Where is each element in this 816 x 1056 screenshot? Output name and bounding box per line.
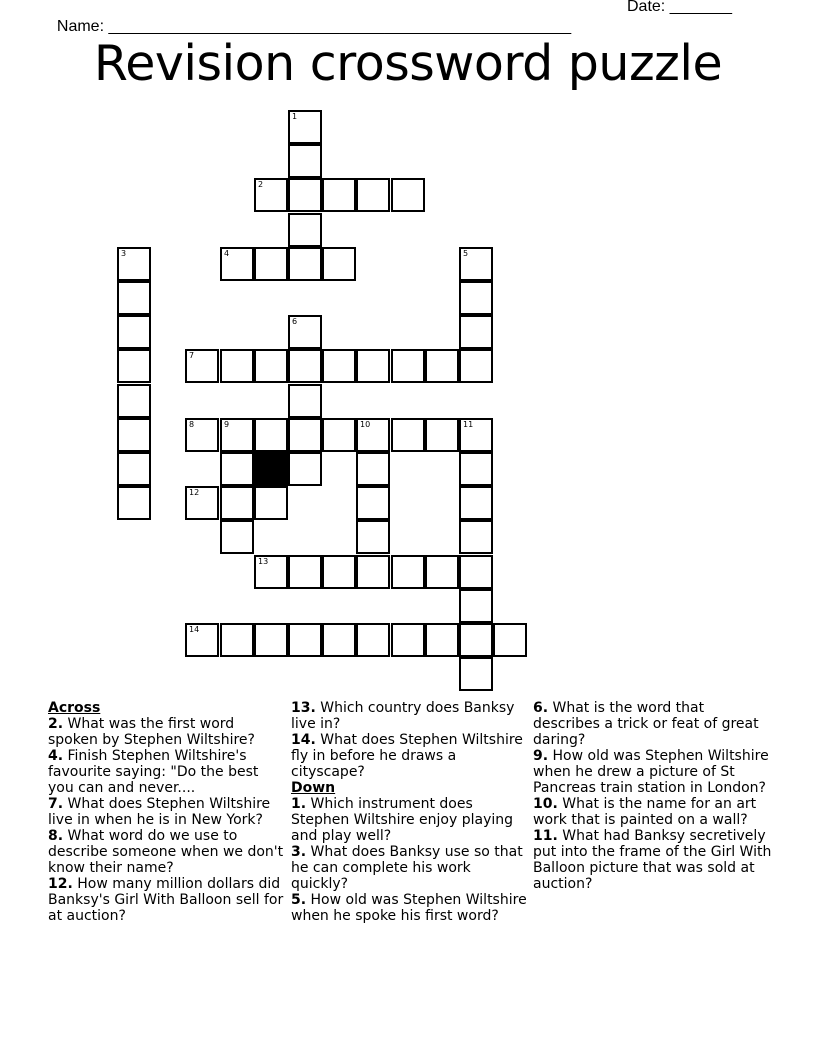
grid-cell[interactable]: [288, 247, 322, 281]
clue-section-heading: Down: [291, 780, 336, 796]
clue-number: 12: [189, 488, 200, 497]
clue-number: 5: [463, 249, 469, 258]
clue: [291, 892, 531, 924]
grid-cell[interactable]: [254, 486, 288, 520]
grid-cell[interactable]: [356, 178, 390, 212]
page-title: Revision crossword puzzle: [93, 35, 723, 92]
grid-cell[interactable]: [459, 623, 493, 657]
grid-cell[interactable]: [322, 178, 356, 212]
clue-number: 2.: [48, 716, 64, 732]
grid-cell[interactable]: [185, 623, 219, 657]
grid-cell[interactable]: [459, 555, 493, 589]
grid-cell[interactable]: [425, 418, 459, 452]
grid-cell[interactable]: [117, 418, 151, 452]
clue-text: Which instrument does Stephen Wiltshire enjoy playing and play well?: [291, 796, 514, 844]
clue-number: 5.: [291, 892, 307, 908]
grid-cell[interactable]: [288, 144, 322, 178]
grid-cell[interactable]: [459, 315, 493, 349]
grid-cell[interactable]: [459, 418, 493, 452]
grid-cell[interactable]: [459, 349, 493, 383]
clue-number: 13: [258, 557, 269, 566]
clue: [533, 828, 773, 892]
grid-cell[interactable]: [356, 349, 390, 383]
clue-text: What does Stephen Wiltshire live in when he is in New York?: [48, 796, 271, 828]
clue-number: 7.: [48, 796, 64, 812]
grid-cell[interactable]: [322, 418, 356, 452]
grid-cell[interactable]: [254, 247, 288, 281]
clue-number: 11: [463, 420, 474, 429]
clue-text: What was the first word spoken by Stephen Wiltshire?: [48, 716, 255, 748]
grid-cell[interactable]: [185, 349, 219, 383]
grid-cell[interactable]: [254, 555, 288, 589]
grid-cell[interactable]: [459, 452, 493, 486]
grid-cell[interactable]: [391, 555, 425, 589]
clue-number: 9.: [533, 748, 549, 764]
clue-number: 11.: [533, 828, 558, 844]
grid-cell[interactable]: [254, 418, 288, 452]
clue-text: What is the name for an art work that is painted on a wall?: [533, 796, 757, 828]
grid-cell[interactable]: [391, 418, 425, 452]
clue-number: 13.: [291, 700, 316, 716]
grid-cell[interactable]: [425, 623, 459, 657]
clue-number: 1: [292, 112, 298, 121]
clue: [533, 700, 773, 748]
grid-cell[interactable]: [459, 247, 493, 281]
grid-cell[interactable]: [117, 486, 151, 520]
clue-number: 10.: [533, 796, 558, 812]
clue-text: How old was Stephen Wiltshire when he drew a picture of St Pancreas train station in London?: [533, 748, 769, 796]
clue-number: 4: [224, 249, 230, 258]
grid-cell[interactable]: [220, 623, 254, 657]
clue: [533, 796, 773, 828]
clue-text: What had Banksy secretively put into the frame of the Girl With Balloon picture that was sold at auction?: [533, 828, 772, 892]
grid-cell[interactable]: [288, 623, 322, 657]
clue-text: What does Stephen Wiltshire fly in before he draws a cityscape?: [291, 732, 523, 780]
clue-text: What does Banksy use so that he can complete his work quickly?: [291, 844, 523, 892]
grid-cell[interactable]: [220, 486, 254, 520]
clue-column-3: [533, 700, 773, 892]
clue-number: 7: [189, 351, 195, 360]
grid-cell[interactable]: [117, 384, 151, 418]
grid-cell[interactable]: [117, 247, 151, 281]
grid-cell[interactable]: [220, 418, 254, 452]
grid-cell[interactable]: [425, 349, 459, 383]
clue-number: 14: [189, 625, 200, 634]
grid-cell[interactable]: [356, 623, 390, 657]
grid-cell[interactable]: [254, 349, 288, 383]
clue-text: How many million dollars did Banksy's Girl With Balloon sell for at auction?: [48, 876, 284, 924]
grid-cell[interactable]: [220, 452, 254, 486]
grid-cell[interactable]: [356, 555, 390, 589]
grid-cell[interactable]: [220, 247, 254, 281]
grid-cell[interactable]: [185, 418, 219, 452]
grid-cell[interactable]: [356, 418, 390, 452]
clue-number: 6.: [533, 700, 549, 716]
grid-cell[interactable]: [356, 486, 390, 520]
grid-cell[interactable]: [391, 349, 425, 383]
grid-cell[interactable]: [254, 623, 288, 657]
clue: [48, 796, 288, 828]
grid-cell[interactable]: [117, 452, 151, 486]
name-field-label[interactable]: Name: ____________________________________________________: [56, 18, 572, 35]
clue: [533, 748, 773, 796]
clue: [48, 748, 288, 796]
clue-text: Which country does Banksy live in?: [291, 700, 515, 732]
clue: [291, 700, 531, 732]
clue: [48, 876, 288, 924]
grid-cell[interactable]: [425, 555, 459, 589]
grid-cell[interactable]: [288, 555, 322, 589]
grid-block: [254, 452, 288, 486]
clue-text: What word do we use to describe someone when we don't know their name?: [48, 828, 284, 876]
clue-number: 10: [360, 420, 371, 429]
clue-section-heading: Across: [48, 700, 101, 716]
clue-text: Finish Stephen Wiltshire's favourite saying: "Do the best you can and never....: [48, 748, 259, 796]
grid-cell[interactable]: [117, 349, 151, 383]
grid-cell[interactable]: [459, 589, 493, 623]
clue-number: 4.: [48, 748, 64, 764]
clue-number: 8: [189, 420, 195, 429]
grid-cell[interactable]: [288, 315, 322, 349]
grid-cell[interactable]: [391, 178, 425, 212]
grid-cell[interactable]: [459, 486, 493, 520]
clue-number: 12.: [48, 876, 73, 892]
clue-number: 8.: [48, 828, 64, 844]
clue: [291, 796, 531, 844]
clue-number: 2: [258, 180, 264, 189]
grid-cell[interactable]: [459, 520, 493, 554]
grid-cell[interactable]: [356, 452, 390, 486]
grid-cell[interactable]: [356, 520, 390, 554]
grid-cell[interactable]: [322, 349, 356, 383]
grid-cell[interactable]: [493, 623, 527, 657]
grid-cell[interactable]: [322, 247, 356, 281]
grid-cell[interactable]: [322, 623, 356, 657]
grid-cell[interactable]: [459, 281, 493, 315]
clue-number: 3.: [291, 844, 307, 860]
grid-cell[interactable]: [288, 452, 322, 486]
grid-cell[interactable]: [322, 555, 356, 589]
grid-cell[interactable]: [117, 281, 151, 315]
grid-cell[interactable]: [459, 657, 493, 691]
clue-text: How old was Stephen Wiltshire when he spoke his first word?: [291, 892, 527, 924]
clue-number: 14.: [291, 732, 316, 748]
clue-number: 1.: [291, 796, 307, 812]
grid-cell[interactable]: [288, 213, 322, 247]
grid-cell[interactable]: [117, 315, 151, 349]
clue: [48, 716, 288, 748]
clue: [291, 844, 531, 892]
clue-column-1: [48, 700, 288, 924]
clue-number: 6: [292, 317, 298, 326]
clue: [291, 732, 531, 780]
clue: [48, 828, 288, 876]
grid-cell[interactable]: [220, 520, 254, 554]
grid-cell[interactable]: [220, 349, 254, 383]
clue-number: 9: [224, 420, 230, 429]
grid-cell[interactable]: [391, 623, 425, 657]
clue-number: 3: [121, 249, 127, 258]
clue-text: What is the word that describes a trick or feat of great daring?: [533, 700, 759, 748]
grid-cell[interactable]: [288, 110, 322, 144]
clue-column-2: [291, 700, 531, 924]
grid-cell[interactable]: [288, 349, 322, 383]
grid-cell[interactable]: [288, 418, 322, 452]
grid-cell[interactable]: [254, 178, 288, 212]
date-field-label[interactable]: Date: _______: [627, 0, 732, 15]
grid-cell[interactable]: [185, 486, 219, 520]
grid-cell[interactable]: [288, 178, 322, 212]
grid-cell[interactable]: [288, 384, 322, 418]
